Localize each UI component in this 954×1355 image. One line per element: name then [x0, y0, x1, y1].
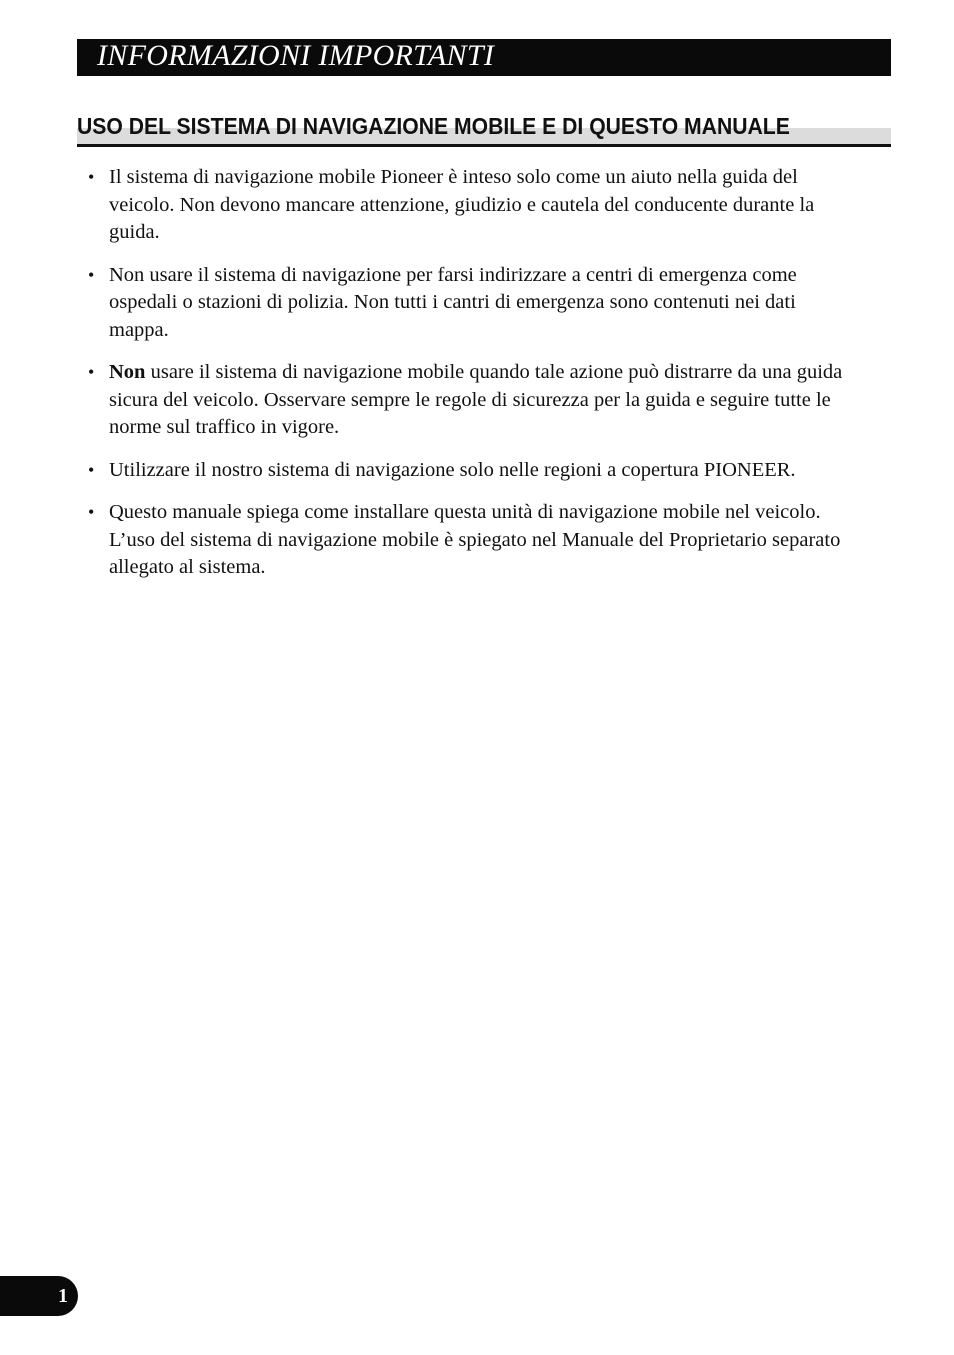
header-bar	[77, 39, 891, 76]
list-item	[88, 164, 858, 247]
page-number-tab	[0, 1276, 78, 1316]
bullet-text: Questo manuale spiega come installare questa unità di navigazione mobile nel veicolo. L’uso del sistema di navigazione mobile è spiegato nel Manuale del Proprietario separato allegato al sistema.	[109, 501, 841, 578]
section-heading-rule	[77, 144, 891, 147]
bullet-marker: •	[88, 362, 95, 382]
bullet-text: Il sistema di navigazione mobile Pioneer è inteso solo come un aiuto nella guida del veicolo. Non devono mancare attenzione, giudizio e cautela del conducente durante la guida.	[109, 166, 815, 243]
bullet-list	[88, 164, 858, 597]
page-number: 1	[58, 1285, 68, 1307]
bullet-text: usare il sistema di navigazione mobile quando tale azione può distrarre da una guida sicura del veicolo. Osservare sempre le regole di sicurezza per la guida e seguire tutte le norme sul traffico in vigore.	[109, 361, 843, 438]
list-item	[88, 499, 858, 582]
bullet-text: Utilizzare il nostro sistema di navigazione solo nelle regioni a copertura PIONEER.	[109, 458, 796, 481]
bullet-marker: •	[88, 459, 95, 480]
page-title: INFORMAZIONI IMPORTANTI	[97, 39, 495, 72]
list-item	[88, 457, 858, 485]
bullet-text: Non usare il sistema di navigazione per farsi indirizzare a centri di emergenza come ospedali o stazioni di polizia. Non tutti i cantri di emergenza sono contenuti nei dati mappa.	[109, 263, 797, 341]
bullet-marker: •	[88, 264, 95, 285]
list-item	[88, 359, 858, 442]
bullet-marker: •	[88, 167, 95, 187]
list-item	[88, 262, 858, 345]
section-heading	[77, 108, 891, 147]
bullet-marker: •	[88, 502, 95, 522]
bullet-bold-lead: Non	[109, 361, 146, 383]
section-title: USO DEL SISTEMA DI NAVIGAZIONE MOBILE E DI QUESTO MANUALE	[77, 113, 790, 139]
